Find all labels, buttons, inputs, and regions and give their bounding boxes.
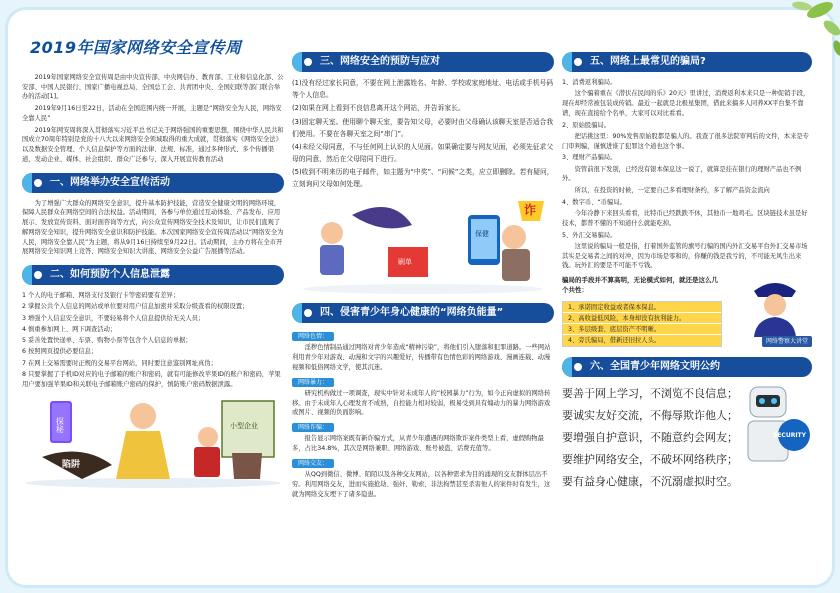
list-item: 8 只要掌握了手机ID对应的电子邮箱的账户和密码，就有可能修改苹果ID的账户和密码，苹果用户要加强苹果ID和关联电子邮箱账户密码的保护，慎防账户密码数据泄露。 xyxy=(22,370,281,388)
pledge-line: 要维护网络安全，不破坏网络秩序； xyxy=(562,453,738,466)
column-middle xyxy=(292,22,554,501)
category-text: 从QQ到微信、微博、陌陌以及各种交友网站，以各种需求为目的涌现的交友群体层出不穷。利用网络交友，进而实施抢劫、强奸、勒索、非法拘禁甚至杀害他人的案件时有发生，这就为网络交友埋下了诸多隐患。 xyxy=(292,471,551,498)
column-left xyxy=(22,22,284,489)
trait-row: 4、旁氏骗局，借新还旧拉人头。 xyxy=(563,335,721,346)
list-item: 把话挑这里：90%发售原始股都是骗人的。我查了很多法院审判后的文件，本来是专门审判骗，谨慎进谁了犯罪这个道也这个事。 xyxy=(562,132,809,150)
section-banner: 四、侵害青少年身心健康的“网络负能量” xyxy=(292,303,554,323)
trait-row: 3、多层级套、底层资产不明晰。 xyxy=(563,324,721,335)
security-shield-label: SECURITY xyxy=(773,432,806,439)
scam-traits-area xyxy=(562,275,812,347)
category-text: 研究机构做过一项调查，现实中针对未成年人的“校园暴力”行为，如今正向虚拟的网络转移。由于未成年人心理发育不成熟，自控能力相对较弱，极易受到具有煽动力的暴力网络游戏或图片、视频的负面影响。 xyxy=(292,389,551,417)
intro-paragraph: 2019年9月16日至22日，活动在全国范围内统一开展，主题是“网络安全为人民，网络安全靠人民” xyxy=(22,105,282,122)
list-item: 2、原始股骗局。 xyxy=(562,121,611,129)
category-text: 报告显示网络案既有新诈骗方式，从青少年遭遇的网络欺诈案件类型上看，虚假购物最多，占比34.8%，其次是网络兼职、网络游戏、账号被盗、话费充值等。 xyxy=(292,435,544,453)
list-item: 2 掌握公共个人信息的网站或单位要对用户信息加密并采取分级查看的权限设置； xyxy=(22,303,249,311)
list-item: 资管前很下发别，已经没有银本保息这一说了，就算是挂在银行的理财产品也不例外。 xyxy=(562,165,802,183)
list-item: 今年冷静下来回头看看，比特币已经跌跌不休，其他币一地鸡毛。区块链技术虽是好技术，都普不懂的不知道什么就能吃掉。 xyxy=(562,210,808,227)
category-tag: 网络色情： xyxy=(292,332,334,341)
category-tag: 网络暴力： xyxy=(292,378,334,387)
warning-text: 骗局的手段并不算高明，无论模式如何，就还是这么几个共性： xyxy=(562,276,718,295)
section-banner: 五、网络上最常见的骗局? xyxy=(562,52,812,72)
illustration-label: 刷单 xyxy=(398,258,412,267)
fraud-illustration xyxy=(292,195,554,295)
pledge-line: 要善于网上学习，不浏览不良信息； xyxy=(562,387,738,400)
pledge-area xyxy=(562,383,812,493)
section-banner: 六、全国青少年网络文明公约 xyxy=(562,357,812,377)
thief-illustration-icon xyxy=(22,393,284,489)
list-item: (1)没有经过家长同意，不要在网上泄露姓名、年龄、学校或家庭地址、电话或手机号码等个人信息。 xyxy=(292,79,554,99)
section-banner: 一、网络举办安全宣传活动 xyxy=(22,173,284,193)
list-item: 这个骗着重在《潜伏在民间的乐》20天》里讲过，消费返利本来只是一种促销手段，现在却经常被包装成传销。最近一起就是北极星集团，借此来搞多人同养XX平台集不靠谱，现在直接给个名单，大家可以对比看看。 xyxy=(562,90,810,117)
list-item: 3、理财产品骗局。 xyxy=(562,154,617,162)
section-banner: 二、如何预防个人信息泄露 xyxy=(22,265,284,285)
illustration-label: 小型企业 xyxy=(230,422,258,431)
negative-content-block xyxy=(292,456,554,500)
intro-paragraph: 2019年国家网络安全宣传周是由中央宣传部、中央网信办、教育部、工业和信息化部、公安部、中国人民银行、国家广播电视总局、全国总工会、共青团中央、全国妇联等部门联合举办的活动[1]。 xyxy=(22,73,284,101)
pledge-line: 要增强自护意识，不随意约会网友； xyxy=(562,431,738,444)
list-item: 1 个人的电子邮箱、网络支付及银行卡等密码要有差异； xyxy=(22,292,180,300)
negative-content-block xyxy=(292,420,554,454)
pledge-line: 要有益身心健康，不沉溺虚拟时空。 xyxy=(562,475,738,488)
list-item: 这里说的骗局一般是指，打着国外监管的旗号行骗的国内外汇交易平台外汇交易市场其实是交易者之间的对冲，因为市场是零和的，你赚的钱是我亏的，不可能无风生出来钱。玩外汇的要是不可能不亏钱。 xyxy=(562,242,808,270)
list-item: 5 妥善处置快递单、车票、购物小票等包含个人信息的单据； xyxy=(22,337,192,345)
illustration-label: 陷阱 xyxy=(62,460,81,471)
police-officer-icon xyxy=(742,275,808,339)
section-text: 为了增强广大群众的网络安全意识，提升基本防护技能，营造安全健康文明的网络环境，保障人民群众在网络空间的合法权益。活动期间，各参与单位通过互动体验、产品发布、应用展示、发放宣传资料、面对面咨询等方式，向公众宣传网络安全技术及知识，让市民们直观了解网络安全知识，提升网络安全意识和防护技能。本次国家网络安全宣传周活动以“网络安全为人民，网络安全靠人民”为主题，将从9月16日持续至9月22日。活动期间，主办方将在全市开展网络安全知识网上竞答、网络安全知识大讲座、网络安全公益广告展播等活动。 xyxy=(22,199,284,256)
category-tag: 网络交友： xyxy=(292,459,334,468)
illustration-label: 探秘 xyxy=(55,417,65,434)
list-item: (4)未经父母同意，不与任何网上认识的人见面。如果确定要与网友见面，必须先征求父母的同意，然后在父母陪同下进行。 xyxy=(292,142,554,163)
trait-row: 1、承诺固定收益或者保本保息。 xyxy=(563,302,721,313)
negative-content-block xyxy=(292,375,554,419)
category-text: 淫秽色情制品通过网络对青少年造成“精神污染”，将他们引入堕落和犯罪道路。一些网站利用青少年对游戏、动漫和文字的兴趣爱好，传播带有色情色彩的网络游戏、漫画连载、动漫视频和低俗网络文学，使其沉迷。 xyxy=(292,344,551,371)
illustration-label: 保健 xyxy=(475,230,489,239)
list-item: 4、数字币、“币骗局。 xyxy=(562,198,626,206)
list-item: 5、外汇交易骗局。 xyxy=(562,231,617,239)
list-item: 4 慎重参加网上、网下调查活动； xyxy=(22,325,117,333)
pledge-line: 要诚实友好交流，不侮辱欺诈他人； xyxy=(562,409,738,422)
privacy-illustration xyxy=(22,393,284,489)
traits-list xyxy=(562,301,722,347)
list-item: (5)收到不明来历的电子邮件，如主题为“中奖”、“问候”之类，应立即删除。若有疑问，立刻询问父母如何处理。 xyxy=(292,168,554,189)
list-item: 7 在网上交易需要时正规的交易平台网站，同时要注意鉴别网址真伪； xyxy=(22,359,217,367)
police-lecture-label: 网络警察大讲堂 xyxy=(762,336,812,347)
poster-title: 2019年国家网络安全宣传周 xyxy=(30,38,242,57)
intro-paragraph: 2019年网安周将深入贯彻落实习近平总书记关于网络强国的重要思想，围绕中华人民共和国成立70周年特别是党的十八大以来网络安全领域取得的重大成就，贯彻落实《网络安全法》以及数据安全管理、个人信息保护等方面的法律、法规、标准，通过多种形式、多个传播渠道，发动企业、媒体、社会组织、群众广泛参与，深入开展宣传教育活动 xyxy=(22,126,284,163)
category-tag: 网络诈骗： xyxy=(292,423,334,432)
list-item: 1、消费返利骗局。 xyxy=(562,79,617,86)
list-item: 3 增强个人信息安全意识，不要轻易将个人信息提供给无关人员； xyxy=(22,314,205,322)
negative-content-block xyxy=(292,329,554,373)
illustration-label: 诈 xyxy=(524,203,537,218)
list-item: 所以，在投资的时候，一定要自己多看理财条约，多了解产品资金流向 xyxy=(574,187,770,194)
column-right xyxy=(562,22,812,493)
section-banner: 三、网络安全的预防与应对 xyxy=(292,52,554,72)
list-item: (2)如果在网上看到不良信息离开这个网站，并告诉家长。 xyxy=(292,104,465,113)
list-item: 6 按照网页提供必要信息； xyxy=(22,348,98,356)
fraud-scene-icon xyxy=(292,195,554,295)
trait-row: 2、高收益低风险，本身却没有抗利能力。 xyxy=(563,313,721,324)
list-item: (3)固定聊天室。使用聊个聊天室，要告知父母，必要时由父母确认该聊天室是否适合我们使用。不要在各聊天室之间“串门”。 xyxy=(292,117,554,138)
